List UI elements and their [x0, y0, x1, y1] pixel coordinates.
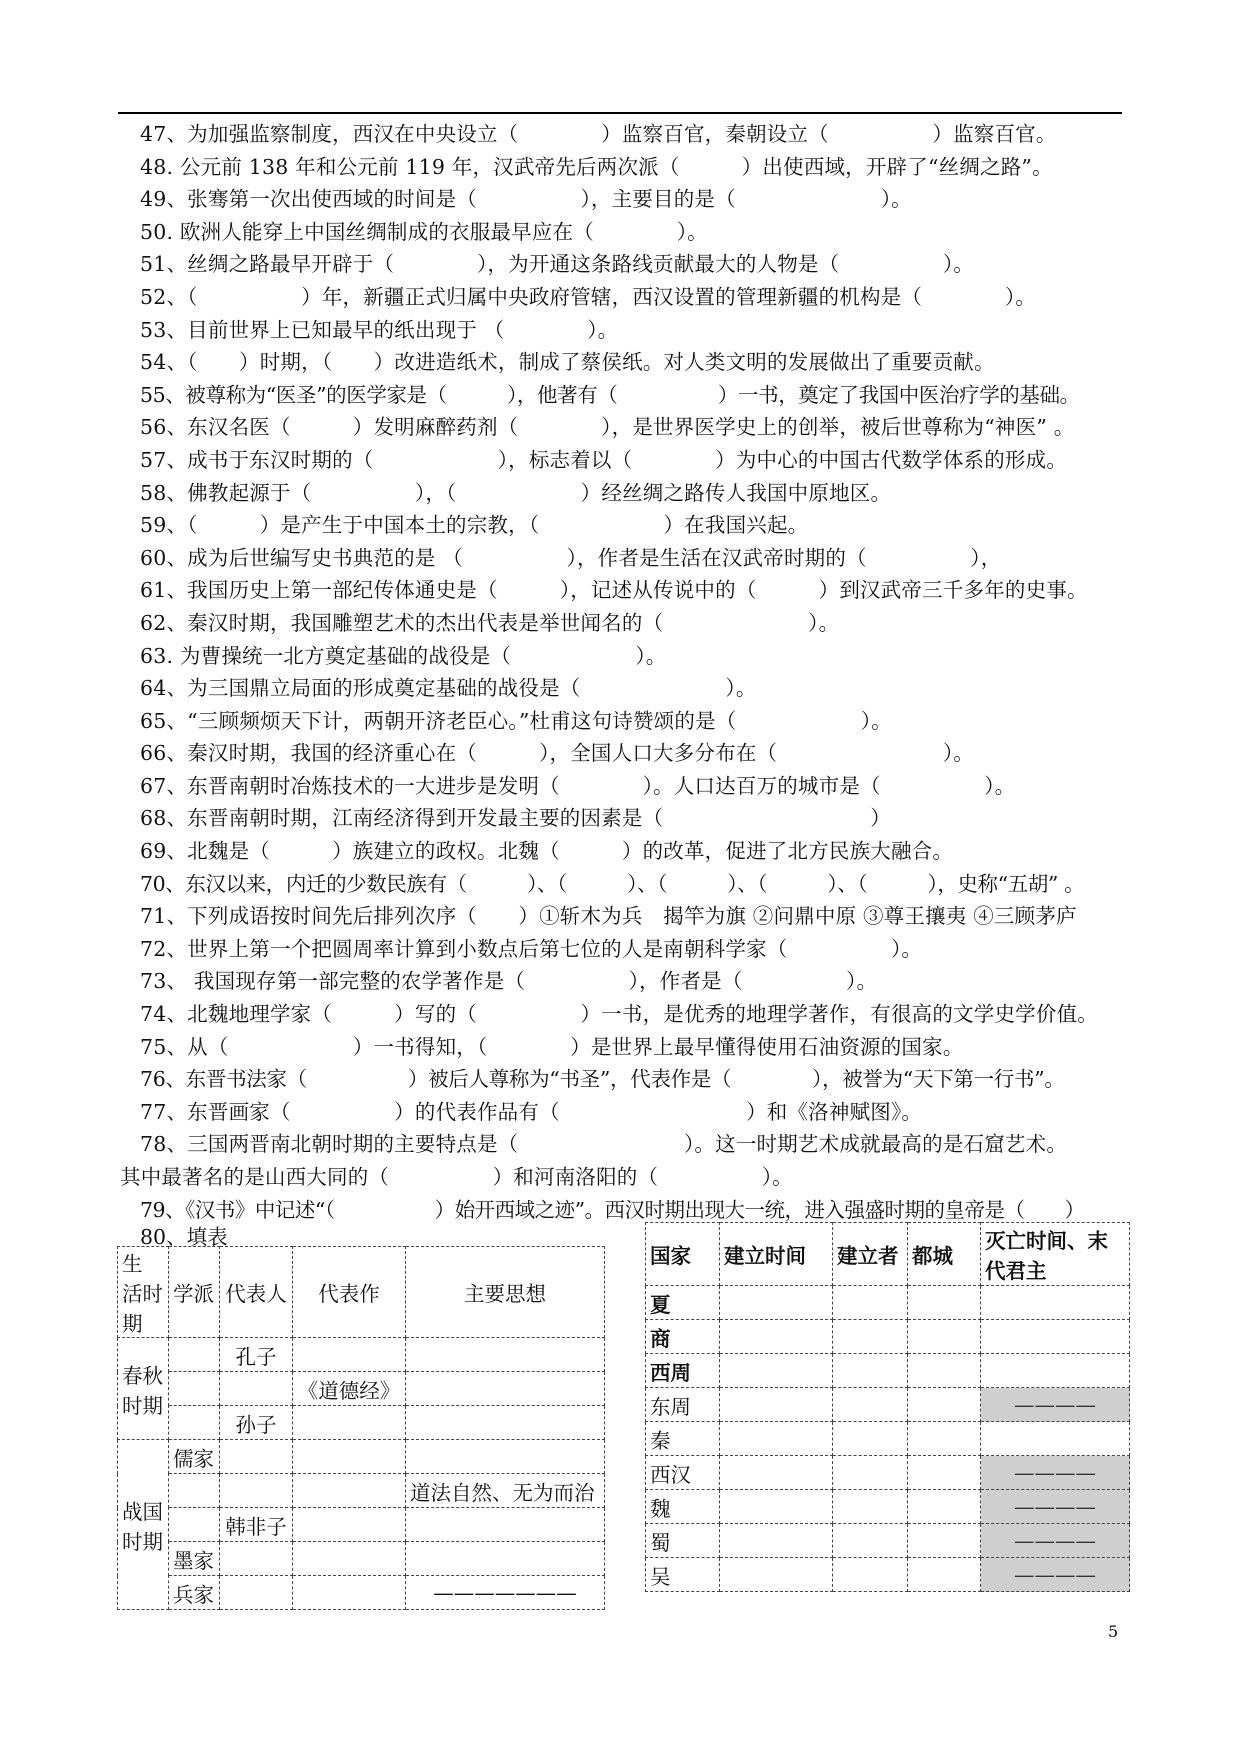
table-cell	[720, 1354, 833, 1388]
school-cell: 兵家	[169, 1576, 220, 1610]
table-row	[646, 1558, 1130, 1592]
header-fall: 灭亡时间、末代君主	[981, 1223, 1130, 1286]
question-51: 51、丝绸之路最早开辟于（ ），为开通这条路线贡献最大的人物是（ ）。	[140, 252, 974, 277]
question-55: 55、被尊称为“医圣”的医学家是（ ），他著有（ ）一书，奠定了我国中医治疗学的基础。	[140, 382, 1080, 407]
thought-cell: 道法自然、无为而治	[406, 1474, 605, 1508]
table-cell	[293, 1406, 406, 1440]
table-cell	[833, 1320, 908, 1354]
table-cell	[908, 1354, 981, 1388]
table-row	[118, 1508, 605, 1542]
question-64: 64、为三国鼎立局面的形成奠定基础的战役是（ ）。	[140, 676, 757, 701]
state-name: 商	[646, 1320, 720, 1354]
table-cell	[908, 1524, 981, 1558]
question-71: 71、下列成语按时间先后排列次序（ ）①斩木为兵 揭竿为旗 ②问鼎中原 ③尊王攘夷 ④三顾茅庐	[140, 904, 1077, 929]
table-cell	[406, 1372, 605, 1406]
representative-cell: 孙子	[220, 1406, 293, 1440]
table-header-row	[646, 1223, 1130, 1286]
table-cell	[908, 1490, 981, 1524]
question-77: 77、东晋画家（ ）的代表作品有（ ）和《洛神赋图》。	[140, 1099, 923, 1124]
question-78: 78、三国两晋南北朝时期的主要特点是（ ）。这一时期艺术成就最高的是石窟艺术。	[140, 1132, 1068, 1157]
table-row	[118, 1338, 605, 1372]
table-cell	[833, 1558, 908, 1592]
shaded-cell: ————	[981, 1524, 1130, 1558]
table-row	[646, 1456, 1130, 1490]
question-66: 66、秦汉时期，我国的经济重心在（ ），全国人口大多分布在（ ）。	[140, 741, 974, 766]
states-table	[645, 1222, 1130, 1592]
table-cell	[169, 1474, 220, 1508]
table-cell	[720, 1456, 833, 1490]
table-cell	[720, 1490, 833, 1524]
table-cell	[720, 1524, 833, 1558]
question-list	[120, 118, 1160, 1226]
table-cell	[981, 1422, 1130, 1456]
table-cell	[833, 1354, 908, 1388]
question-63: 63. 为曹操统一北方奠定基础的战役是（ ）。	[140, 643, 667, 668]
state-name: 西汉	[646, 1456, 720, 1490]
table-cell	[406, 1406, 605, 1440]
question-49: 49、张骞第一次出使西域的时间是（ ），主要目的是（ ）。	[140, 187, 912, 212]
table-cell	[908, 1558, 981, 1592]
state-name: 魏	[646, 1490, 720, 1524]
question-62: 62、秦汉时期，我国雕塑艺术的杰出代表是举世闻名的（ ）。	[140, 610, 840, 635]
question-48: 48. 公元前 138 年和公元前 119 年，汉武帝先后两次派（ ）出使西域，开辟了“丝绸之路”。	[140, 154, 1053, 179]
table-row	[118, 1372, 605, 1406]
header-state: 国家	[646, 1223, 720, 1286]
table-cell	[981, 1320, 1130, 1354]
table-cell	[833, 1456, 908, 1490]
table-cell	[720, 1422, 833, 1456]
table-row	[646, 1388, 1130, 1422]
table-cell	[220, 1440, 293, 1474]
table-cell	[293, 1474, 406, 1508]
school-cell: 儒家	[169, 1440, 220, 1474]
header-period: 生 活时期	[118, 1247, 169, 1338]
table-title: 80、填表	[140, 1225, 228, 1249]
thought-cell-dash: ———————	[406, 1576, 605, 1610]
table-row	[118, 1406, 605, 1440]
schools-table	[117, 1246, 605, 1610]
table-cell	[169, 1372, 220, 1406]
work-cell: 《道德经》	[293, 1372, 406, 1406]
question-74: 74、北魏地理学家（ ）写的（ ）一书，是优秀的地理学著作，有很高的文学史学价值。	[140, 1002, 1098, 1027]
state-name: 蜀	[646, 1524, 720, 1558]
table-cell	[908, 1456, 981, 1490]
question-73: 73、 我国现存第一部完整的农学著作是（ ），作者是（ ）。	[140, 969, 878, 994]
table-cell	[169, 1406, 220, 1440]
question-70: 70、东汉以来，内迁的少数民族有（ ）、（ ）、（ ）、（ ）、（ ），史称“五胡” 。	[140, 871, 1085, 896]
table-cell	[169, 1338, 220, 1372]
table-row	[646, 1320, 1130, 1354]
table-cell	[220, 1576, 293, 1610]
header-work: 代表作	[293, 1247, 406, 1338]
school-cell: 墨家	[169, 1542, 220, 1576]
shaded-cell: ————	[981, 1490, 1130, 1524]
table-cell	[406, 1440, 605, 1474]
table-cell	[220, 1372, 293, 1406]
table-cell	[833, 1524, 908, 1558]
page-number: 5	[1108, 1622, 1119, 1641]
state-name: 吴	[646, 1558, 720, 1592]
header-school: 学派	[169, 1247, 220, 1338]
header-capital: 都城	[908, 1223, 981, 1286]
table-cell	[908, 1388, 981, 1422]
representative-cell: 孔子	[220, 1338, 293, 1372]
period-warring-states: 战国时期	[118, 1440, 169, 1610]
table-cell	[833, 1422, 908, 1456]
table-row	[646, 1354, 1130, 1388]
question-57: 57、成书于东汉时期的（ ），标志着以（ ）为中心的中国古代数学体系的形成。	[140, 447, 1068, 472]
table-cell	[720, 1286, 833, 1320]
question-69: 69、北魏是（ ）族建立的政权。北魏（ ）的改革，促进了北方民族大融合。	[140, 839, 954, 864]
header-thought: 主要思想	[406, 1247, 605, 1338]
question-47: 47、为加强监察制度，西汉在中央设立（ ）监察百官，秦朝设立（ ）监察百官。	[140, 122, 1057, 146]
question-59: 59、（ ）是产生于中国本土的宗教，（ ）在我国兴起。	[140, 513, 809, 538]
table-cell	[981, 1286, 1130, 1320]
table-cell	[220, 1474, 293, 1508]
header-rule	[118, 112, 1122, 114]
state-name: 西周	[646, 1354, 720, 1388]
table-cell	[720, 1388, 833, 1422]
table-row	[118, 1440, 605, 1474]
table-cell	[833, 1490, 908, 1524]
table-cell	[293, 1542, 406, 1576]
table-row	[646, 1524, 1130, 1558]
question-60: 60、成为后世编写史书典范的是 （ ），作者是生活在汉武帝时期的（ ），	[140, 545, 1002, 570]
table-row	[646, 1490, 1130, 1524]
table-cell	[220, 1542, 293, 1576]
table-cell	[908, 1422, 981, 1456]
table-cell	[833, 1388, 908, 1422]
question-67: 67、东晋南朝时冶炼技术的一大进步是发明（ ）。人口达百万的城市是（ ）。	[140, 773, 1016, 798]
question-65: 65、“三顾频烦天下计，两朝开济老臣心。”杜甫这句诗赞颂的是（ ）。	[140, 708, 892, 733]
table-cell	[406, 1338, 605, 1372]
table-cell	[293, 1440, 406, 1474]
shaded-cell: ————	[981, 1558, 1130, 1592]
table-cell	[720, 1320, 833, 1354]
table-cell	[293, 1338, 406, 1372]
table-cell	[720, 1558, 833, 1592]
table-row	[118, 1474, 605, 1508]
question-79: 79、《汉书》中记述“（ ）始开西域之迹”。西汉时期出现大一统，进入强盛时期的皇帝是（ ）	[140, 1197, 1085, 1222]
question-68: 68、东晋南朝时期，江南经济得到开发最主要的因素是（ ）	[140, 806, 891, 831]
header-founded: 建立时间	[720, 1223, 833, 1286]
table-row	[118, 1542, 605, 1576]
shaded-cell: ————	[981, 1456, 1130, 1490]
question-56: 56、东汉名医（ ）发明麻醉药剂（ ），是世界医学史上的创举，被后世尊称为“神医” 。	[140, 415, 1075, 440]
state-name: 秦	[646, 1422, 720, 1456]
table-cell	[908, 1320, 981, 1354]
header-founder: 建立者	[833, 1223, 908, 1286]
header-representative: 代表人	[220, 1247, 293, 1338]
table-cell	[169, 1508, 220, 1542]
table-header-row	[118, 1247, 605, 1338]
shaded-cell: ————	[981, 1388, 1130, 1422]
table-cell	[293, 1508, 406, 1542]
table-cell	[908, 1286, 981, 1320]
question-50: 50. 欧洲人能穿上中国丝绸制成的衣服最早应在（ ）。	[140, 219, 708, 244]
table-cell	[406, 1542, 605, 1576]
table-cell	[833, 1286, 908, 1320]
question-61: 61、我国历史上第一部纪传体通史是（ ），记述从传说中的（ ）到汉武帝三千多年的史事。	[140, 578, 1088, 603]
question-76: 76、东晋书法家（ ）被后人尊称为“书圣”，代表作是（ ），被誉为“天下第一行书”。	[140, 1067, 1065, 1092]
table-cell	[981, 1354, 1130, 1388]
question-58: 58、佛教起源于（ ），（ ）经丝绸之路传人我国中原地区。	[140, 480, 892, 505]
representative-cell: 韩非子	[220, 1508, 293, 1542]
table-row	[646, 1422, 1130, 1456]
question-52: 52、（ ）年，新疆正式归属中央政府管辖，西汉设置的管理新疆的机构是（ ）。	[140, 284, 1037, 309]
table-row	[646, 1286, 1130, 1320]
question-75: 75、从（ ）一书得知，（ ）是世界上最早懂得使用石油资源的国家。	[140, 1034, 964, 1059]
state-name: 夏	[646, 1286, 720, 1320]
period-spring-autumn: 春秋时期	[118, 1338, 169, 1440]
question-78-continued: 其中最著名的是山西大同的（ ）和河南洛阳的（ ）。	[120, 1165, 793, 1189]
table-cell	[293, 1576, 406, 1610]
question-53: 53、目前世界上已知最早的纸出现于 （ ）。	[140, 317, 619, 342]
state-name: 东周	[646, 1388, 720, 1422]
question-72: 72、世界上第一个把圆周率计算到小数点后第七位的人是南朝科学家（ ）。	[140, 936, 923, 961]
table-row	[118, 1576, 605, 1610]
table-cell	[406, 1508, 605, 1542]
question-54: 54、（ ）时期，（ ）改进造纸术，制成了蔡侯纸。对人类文明的发展做出了重要贡献。	[140, 350, 995, 375]
